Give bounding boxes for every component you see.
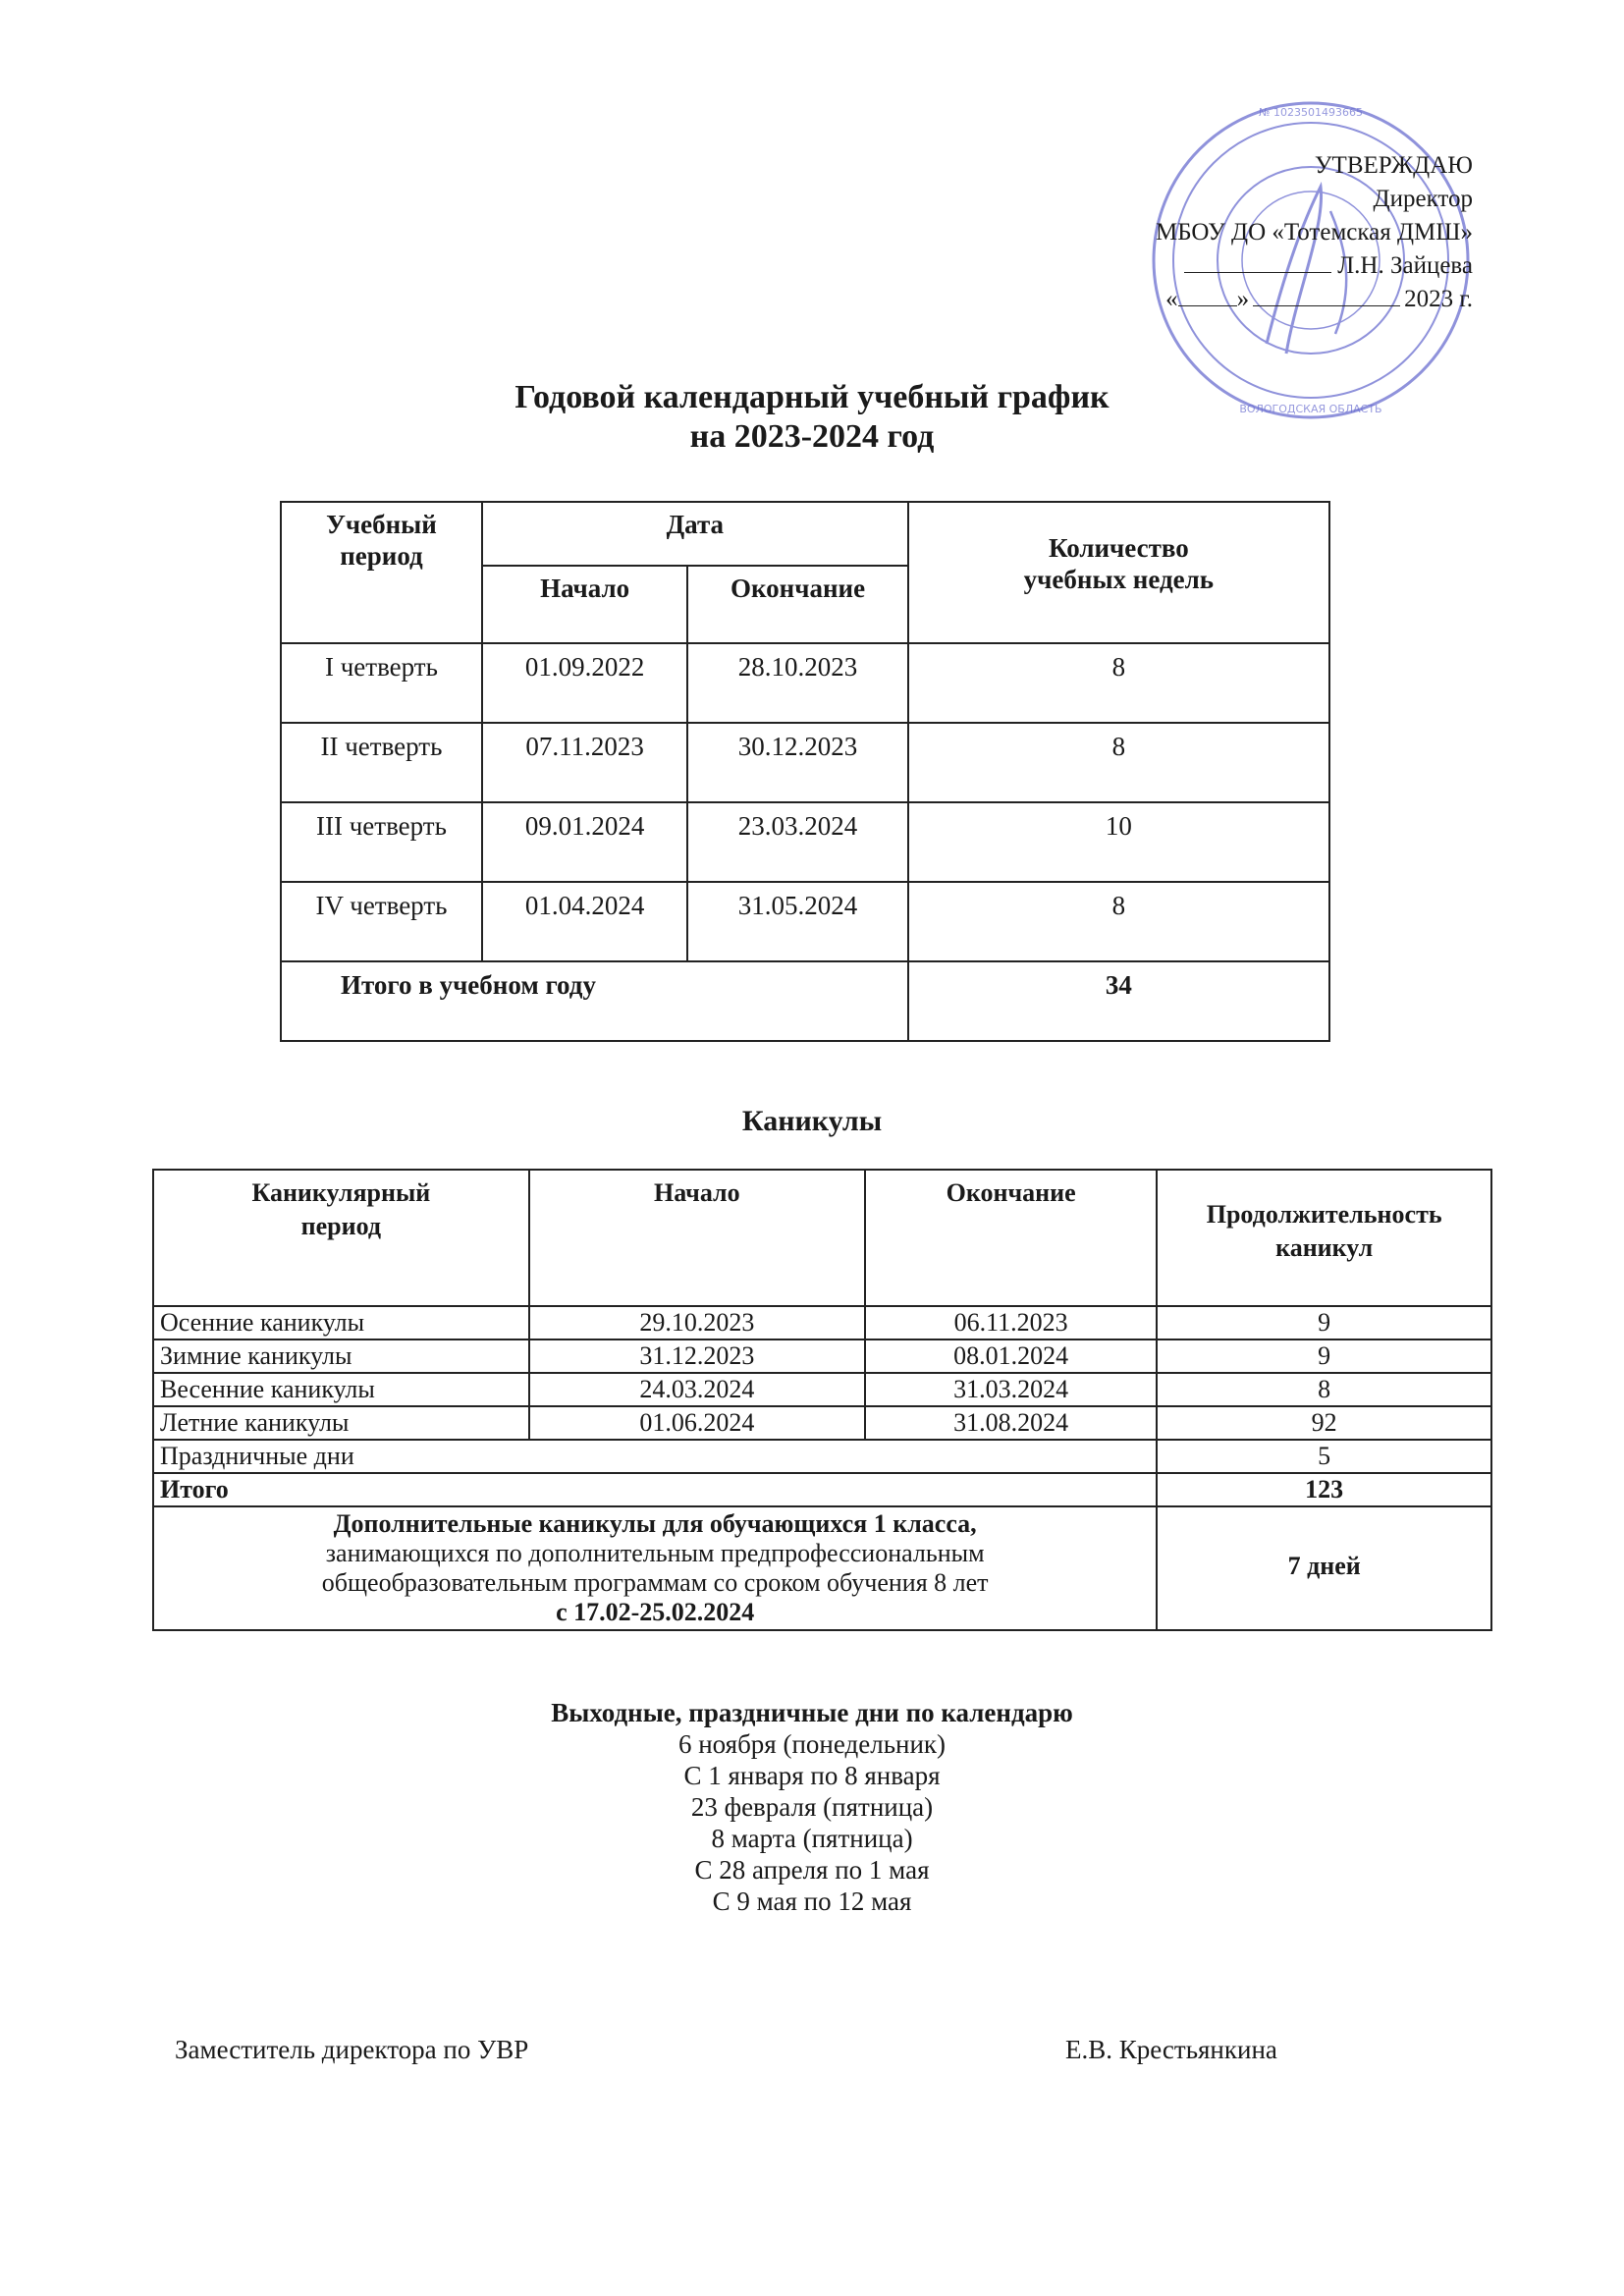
holiday-duration-cell: 8 (1157, 1373, 1491, 1406)
weeks-cell: 8 (908, 643, 1329, 723)
end-cell: 31.05.2024 (687, 882, 907, 961)
extra-holidays-row (153, 1506, 1491, 1630)
weeks-cell: 8 (908, 723, 1329, 802)
period-cell: I четверть (281, 643, 482, 723)
days-off-item: 23 февраля (пятница) (690, 1792, 934, 1822)
end-cell: 28.10.2023 (687, 643, 907, 723)
table-header-row (281, 502, 1329, 566)
study-periods-table (280, 501, 1330, 1042)
holiday-start-cell: 31.12.2023 (529, 1339, 865, 1373)
holidays-total-value: 123 (1157, 1473, 1491, 1506)
end-cell: 23.03.2024 (687, 802, 907, 882)
approval-organization: МБОУ ДО «Тотемская ДМШ» (1156, 219, 1473, 246)
header-holiday-period: Каникулярный период (153, 1170, 529, 1306)
start-cell: 07.11.2023 (482, 723, 687, 802)
table-row (153, 1306, 1491, 1339)
holiday-period-cell: Летние каникулы (153, 1406, 529, 1440)
days-off-item: С 1 января по 8 января (683, 1761, 941, 1790)
holiday-end-cell: 08.01.2024 (865, 1339, 1157, 1373)
total-label: Итого в учебном году (281, 961, 908, 1041)
holiday-period-cell: Зимние каникулы (153, 1339, 529, 1373)
holiday-duration-cell: 92 (1157, 1406, 1491, 1440)
start-cell: 01.04.2024 (482, 882, 687, 961)
approval-block (1080, 149, 1473, 316)
approval-signature-row (1080, 249, 1473, 283)
days-off-item: 8 марта (пятница) (711, 1824, 913, 1853)
table-row (153, 1339, 1491, 1373)
date-month-field (1253, 286, 1400, 306)
date-day-field (1178, 286, 1237, 306)
holidays-total-row (153, 1473, 1491, 1506)
title-line-2: на 2023-2024 год (689, 418, 935, 455)
extra-line-4: с 17.02-25.02.2024 (556, 1598, 755, 1626)
holidays-total-label: Итого (153, 1473, 1157, 1506)
table-row (153, 1373, 1491, 1406)
days-off-list (0, 1697, 1624, 1917)
header-holiday-end: Окончание (865, 1170, 1157, 1306)
period-cell: III четверть (281, 802, 482, 882)
weeks-cell: 8 (908, 882, 1329, 961)
table-row (281, 723, 1329, 802)
header-end: Окончание (687, 566, 907, 643)
header-holiday-start: Начало (529, 1170, 865, 1306)
holiday-duration-cell: 9 (1157, 1339, 1491, 1373)
holiday-end-cell: 31.03.2024 (865, 1373, 1157, 1406)
approval-date-row: « » 2023 г. (1165, 286, 1473, 312)
extra-holidays-description (153, 1506, 1157, 1630)
footer-name: Е.В. Крестьянкина (1065, 2035, 1277, 2064)
holiday-period-cell: Весенние каникулы (153, 1373, 529, 1406)
extra-line-1: Дополнительные каникулы для обучающихся 1 класса, (333, 1509, 977, 1538)
header-start: Начало (482, 566, 687, 643)
public-holidays-value: 5 (1157, 1440, 1491, 1473)
approval-position: Директор (1373, 186, 1473, 212)
weeks-cell: 10 (908, 802, 1329, 882)
days-off-item: С 9 мая по 12 мая (712, 1886, 912, 1916)
director-name: Л.Н. Зайцева (1337, 252, 1473, 279)
public-holidays-row (153, 1440, 1491, 1473)
holiday-start-cell: 24.03.2024 (529, 1373, 865, 1406)
holiday-duration-cell: 9 (1157, 1306, 1491, 1339)
signature-line (1184, 252, 1331, 273)
holiday-period-cell: Осенние каникулы (153, 1306, 529, 1339)
header-holiday-duration: Продолжительность каникул (1157, 1170, 1491, 1306)
start-cell: 01.09.2022 (482, 643, 687, 723)
svg-text:№ 1023501493665: № 1023501493665 (1259, 106, 1363, 119)
svg-text:ВОЛОГОДСКАЯ ОБЛАСТЬ: ВОЛОГОДСКАЯ ОБЛАСТЬ (1239, 403, 1382, 415)
holiday-end-cell: 31.08.2024 (865, 1406, 1157, 1440)
date-year: 2023 г. (1404, 286, 1473, 312)
public-holidays-label: Праздничные дни (153, 1440, 1157, 1473)
days-off-item: С 28 апреля по 1 мая (694, 1855, 930, 1885)
extra-holidays-value: 7 дней (1157, 1506, 1491, 1630)
table-row (281, 882, 1329, 961)
holidays-section-title: Каникулы (741, 1105, 883, 1137)
table-header-row (153, 1170, 1491, 1306)
header-weeks: Количество учебных недель (908, 502, 1329, 643)
holidays-table (152, 1169, 1492, 1631)
header-date: Дата (482, 502, 908, 566)
period-cell: II четверть (281, 723, 482, 802)
table-row (281, 643, 1329, 723)
header-period: Учебный период (281, 502, 482, 643)
total-value: 34 (908, 961, 1329, 1041)
table-row (281, 802, 1329, 882)
title-line-1: Годовой календарный учебный график (514, 379, 1110, 415)
days-off-heading: Выходные, праздничные дни по календарю (551, 1698, 1073, 1727)
extra-line-3: общеобразовательным программам со сроком обучения 8 лет (321, 1568, 989, 1597)
holiday-end-cell: 06.11.2023 (865, 1306, 1157, 1339)
approval-heading: УТВЕРЖДАЮ (1314, 152, 1473, 179)
total-row (281, 961, 1329, 1041)
period-cell: IV четверть (281, 882, 482, 961)
days-off-item: 6 ноября (понедельник) (677, 1729, 947, 1759)
extra-line-2: занимающихся по дополнительным предпрофессиональным (325, 1539, 985, 1567)
end-cell: 30.12.2023 (687, 723, 907, 802)
table-row (153, 1406, 1491, 1440)
holiday-start-cell: 29.10.2023 (529, 1306, 865, 1339)
footer-position: Заместитель директора по УВР (175, 2035, 529, 2064)
holiday-start-cell: 01.06.2024 (529, 1406, 865, 1440)
start-cell: 09.01.2024 (482, 802, 687, 882)
